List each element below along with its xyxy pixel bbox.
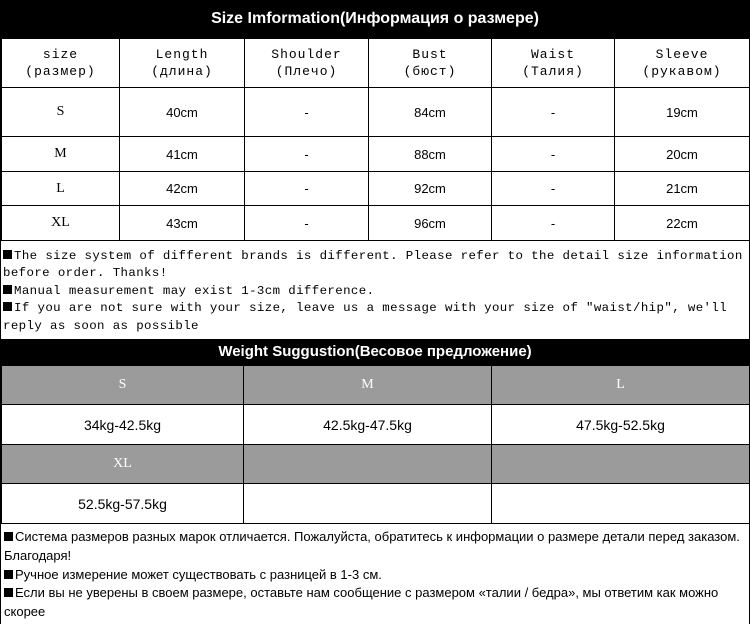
header-bust: Bust (бюст)	[369, 39, 492, 88]
weight-suggestion-title: Weight Suggustion(Весовое предложение)	[1, 339, 749, 365]
table-row: M 41cm - 88cm - 20cm	[2, 137, 750, 172]
header-waist: Waist (Талия)	[492, 39, 615, 88]
header-length: Length (длина)	[120, 39, 245, 88]
header-sleeve: Sleeve (рукавом)	[615, 39, 750, 88]
table-row: L 42cm - 92cm - 21cm	[2, 172, 750, 206]
bullet-square-icon	[3, 285, 12, 294]
size-info-title: Size Imformation(Информация о размере)	[1, 0, 749, 38]
bullet-square-icon	[4, 588, 13, 597]
header-size: size (размер)	[2, 39, 120, 88]
bullet-square-icon	[3, 250, 12, 259]
header-shoulder: Shoulder (Плечо)	[245, 39, 369, 88]
table-row: S 40cm - 84cm - 19cm	[2, 88, 750, 137]
note-item: Если вы не уверены в своем размере, оставьте нам сообщение с размером «талии / бедра», мы ответим как можно скорее	[4, 585, 719, 620]
bullet-square-icon	[4, 532, 13, 541]
notes-english	[1, 241, 749, 339]
weight-size-row: XL	[2, 445, 750, 484]
note-item: Система размеров разных марок отличается. Пожалуйста, обратитесь к информации о размере детали перед заказом. Благодаря!	[4, 529, 740, 563]
notes-russian	[1, 524, 749, 624]
bullet-square-icon	[4, 570, 13, 579]
note-item: The size system of different brands is different. Please refer to the detail size information before order. Thanks!	[3, 249, 743, 281]
size-table	[1, 38, 750, 241]
note-item: Ручное измерение может существовать с разницей в 1-3 см.	[4, 566, 745, 585]
table-row: XL 43cm - 96cm - 22cm	[2, 206, 750, 241]
note-item: If you are not sure with your size, leave us a message with your size of "waist/hip", we'll reply as soon as possible	[3, 301, 728, 333]
weight-value-row: 34kg-42.5kg 42.5kg-47.5kg 47.5kg-52.5kg	[2, 405, 750, 445]
size-table-header	[2, 39, 750, 88]
weight-size-row: S M L	[2, 366, 750, 405]
weight-table	[1, 365, 750, 524]
weight-value-row: 52.5kg-57.5kg	[2, 484, 750, 524]
bullet-square-icon	[3, 302, 12, 311]
note-item: Manual measurement may exist 1-3cm difference.	[3, 283, 747, 300]
